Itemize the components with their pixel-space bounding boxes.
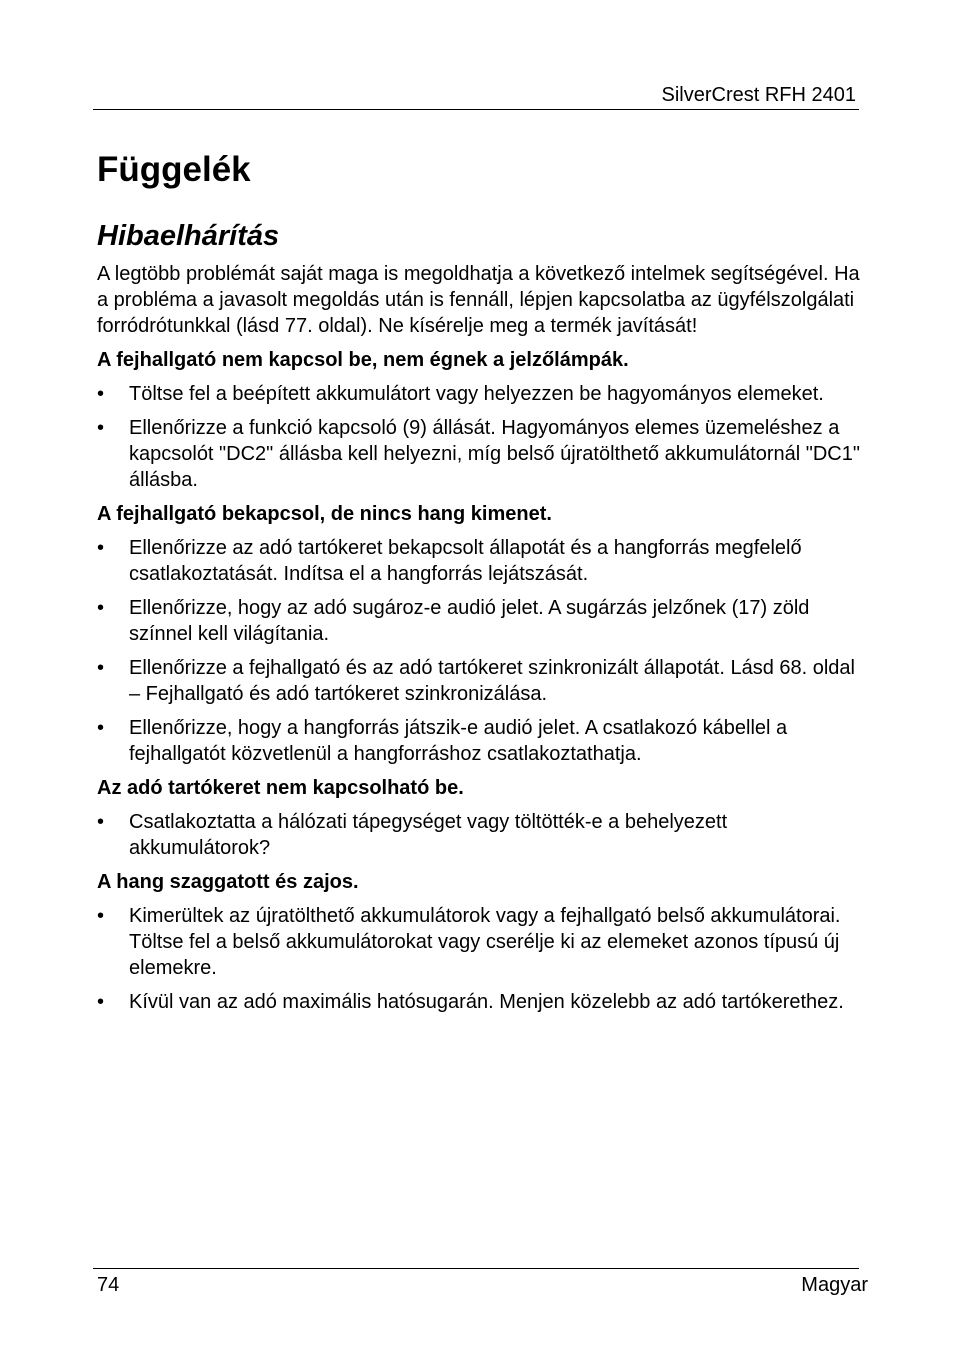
bullet-icon: •: [97, 537, 105, 559]
footer-divider: [93, 1268, 859, 1269]
bullet-icon: •: [97, 811, 105, 833]
list-item: [97, 715, 867, 767]
problem-heading: A fejhallgató nem kapcsol be, nem égnek a jelzőlámpák.: [97, 349, 629, 371]
bullet-icon: •: [97, 717, 105, 739]
problem-heading: Az adó tartókeret nem kapcsolható be.: [97, 777, 464, 799]
footer-language: Magyar: [801, 1274, 868, 1296]
list-item-text: Ellenőrizze a fejhallgató és az adó tartókeret szinkronizált állapotát. Lásd 68. oldal – Fejhallgató és adó tartókeret szinkronizálása.: [129, 657, 855, 705]
list-item-text: Ellenőrizze, hogy az adó sugároz-e audió jelet. A sugárzás jelzőnek (17) zöld színnel kell világítania.: [129, 597, 810, 645]
solution-list: [97, 381, 867, 493]
page-content: [97, 145, 867, 1015]
section-title: Hibaelhárítás: [97, 220, 280, 252]
problem-heading: A hang szaggatott és zajos.: [97, 871, 359, 893]
list-item: [97, 415, 867, 493]
problem-heading: A fejhallgató bekapcsol, de nincs hang kimenet.: [97, 503, 552, 525]
solution-list: [97, 903, 867, 1015]
bullet-icon: •: [97, 657, 105, 679]
list-item-text: Csatlakoztatta a hálózati tápegységet vagy töltötték-e a behelyezett akkumulátorok?: [129, 811, 728, 859]
header-divider: [93, 109, 859, 110]
intro-paragraph: A legtöbb problémát saját maga is megoldhatja a következő intelmek segítségével. Ha a probléma a javasolt megoldás után is fennáll, lépjen kapcsolatba az ügyfélszolgálati forródrótunkkal (lásd 77. oldal). Ne kísérelje meg a termék javítását!: [97, 263, 860, 337]
list-item: [97, 989, 867, 1015]
header-title: SilverCrest RFH 2401: [661, 84, 856, 106]
list-item: [97, 595, 867, 647]
bullet-icon: •: [97, 991, 105, 1013]
list-item: [97, 809, 867, 861]
list-item: [97, 381, 867, 407]
bullet-icon: •: [97, 905, 105, 927]
list-item: [97, 903, 867, 981]
list-item-text: Ellenőrizze a funkció kapcsoló (9) állását. Hagyományos elemes üzemeléshez a kapcsolót "DC2" állásba kell helyezni, míg belső újratölthető akkumulátornál "DC1" állásba.: [129, 417, 860, 491]
list-item-text: Töltse fel a beépített akkumulátort vagy helyezzen be hagyományos elemeket.: [129, 383, 824, 405]
page-title: Függelék: [97, 150, 251, 189]
list-item-text: Ellenőrizze az adó tartókeret bekapcsolt állapotát és a hangforrás megfelelő csatlakoztatását. Indítsa el a hangforrás lejátszását.: [129, 537, 802, 585]
list-item-text: Kívül van az adó maximális hatósugarán. Menjen közelebb az adó tartókerethez.: [129, 991, 844, 1013]
bullet-icon: •: [97, 383, 105, 405]
list-item-text: Kimerültek az újratölthető akkumulátorok vagy a fejhallgató belső akkumulátorai. Töltse fel a belső akkumulátorokat vagy cserélje ki az elemeket azonos típusú új elemekre.: [129, 905, 841, 979]
bullet-icon: •: [97, 597, 105, 619]
solution-list: [97, 535, 867, 767]
list-item: [97, 535, 867, 587]
list-item-text: Ellenőrizze, hogy a hangforrás játszik-e audió jelet. A csatlakozó kábellel a fejhallgatót közvetlenül a hangforráshoz csatlakoztathatja.: [129, 717, 788, 765]
solution-list: [97, 809, 867, 861]
bullet-icon: •: [97, 417, 105, 439]
list-item: [97, 655, 867, 707]
page-number: 74: [97, 1274, 120, 1296]
